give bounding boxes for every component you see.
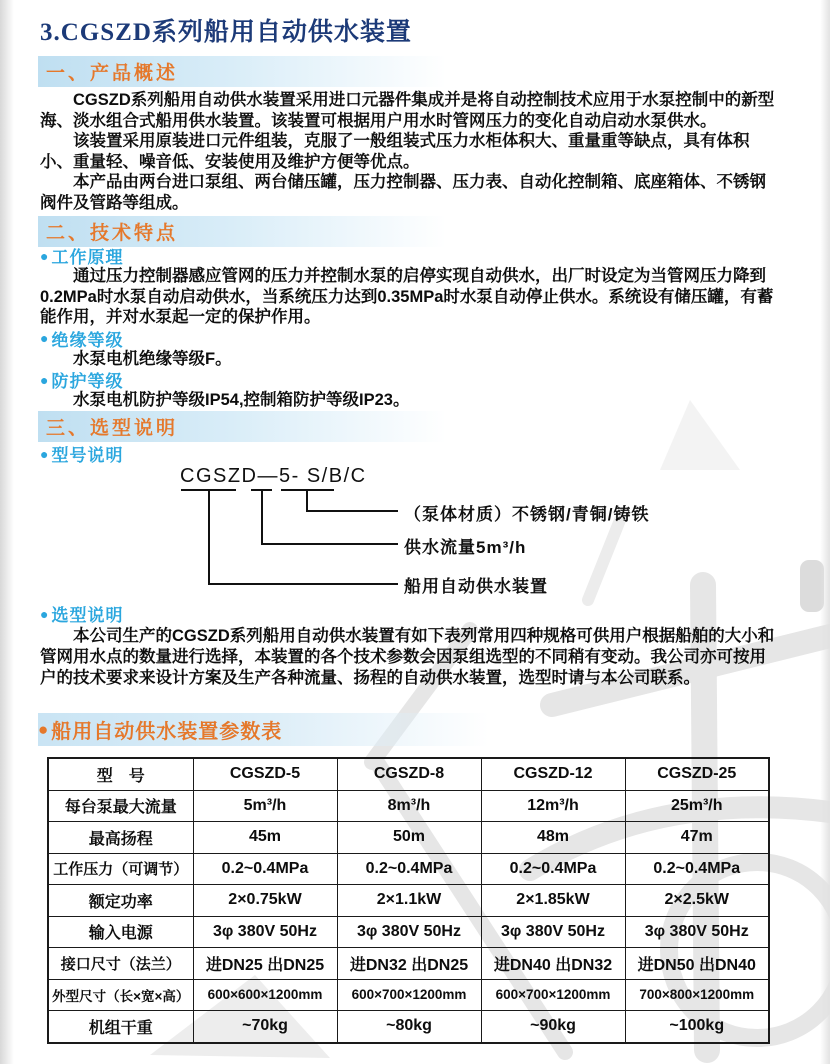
leader-line-series-horizontal [208, 583, 398, 585]
page-right-edge-shade [820, 0, 830, 1064]
bullet-dot-icon: ● [40, 247, 49, 264]
diagram-label-pump-material: （泵体材质）不锈钢/青铜/铸铁 [404, 505, 650, 524]
value-cell: 2×1.85kW [481, 885, 625, 917]
value-cell: 2×2.5kW [625, 885, 769, 917]
diagram-label-flow-rate: 供水流量5m³/h [404, 538, 527, 557]
bullet-label: 绝缘等级 [51, 330, 124, 350]
model-designation-code: CGSZD—5- S/B/C [180, 465, 367, 487]
table-row [48, 948, 769, 980]
bullet-protection-class [40, 369, 782, 390]
table-row [48, 822, 769, 854]
value-cell: 0.2~0.4MPa [193, 853, 337, 885]
section-heading-label: 一、产品概述 [46, 63, 179, 84]
insulation-class-text: 水泵电机绝缘等级F。 [73, 349, 232, 368]
bullet-selection-guide [40, 603, 782, 624]
value-cell: CGSZD-12 [481, 758, 625, 790]
value-cell: 25m³/h [625, 790, 769, 822]
page-left-edge-shade [0, 0, 14, 1064]
parameter-table-heading [38, 713, 508, 746]
value-cell: 5m³/h [193, 790, 337, 822]
row-label-cell: 型 号 [48, 758, 193, 790]
overview-paragraph: 该装置采用原装进口元件组装，克服了一般组装式压力水柜体积大、重量重等缺点，具有体积小、重量轻、噪音低、安装使用及维护方便等优点。 [40, 132, 750, 171]
value-cell: 3φ 380V 50Hz [625, 916, 769, 948]
overview-paragraph: CGSZD系列船用自动供水装置采用进口元器件集成并是将自动控制技术应用于水泵控制中的新型海、淡水组合式船用供水装置。该装置可根据用户用水时管网压力的变化自动启动水泵供水。 [40, 91, 775, 130]
value-cell: CGSZD-25 [625, 758, 769, 790]
value-cell: ~100kg [625, 1011, 769, 1043]
row-label-cell: 外型尺寸（长×宽×高） [48, 979, 193, 1011]
row-label-cell: 输入电源 [48, 916, 193, 948]
value-cell: 600×700×1200mm [481, 979, 625, 1011]
row-label-cell: 接口尺寸（法兰） [48, 948, 193, 980]
value-cell: ~80kg [337, 1011, 481, 1043]
bullet-dot-icon: ● [40, 605, 49, 622]
value-cell: ~90kg [481, 1011, 625, 1043]
value-cell: 2×0.75kW [193, 885, 337, 917]
value-cell: 进DN32 出DN25 [337, 948, 481, 980]
value-cell: 48m [481, 822, 625, 854]
bullet-label: 防护等级 [51, 372, 124, 392]
value-cell: 3φ 380V 50Hz [193, 916, 337, 948]
section-heading-label: 三、选型说明 [46, 418, 179, 439]
value-cell: 50m [337, 822, 481, 854]
value-cell: CGSZD-5 [193, 758, 337, 790]
bullet-insulation-class [40, 328, 782, 349]
section-heading-selection-guide [38, 411, 468, 442]
value-cell: 3φ 380V 50Hz [337, 916, 481, 948]
leader-line-flow-horizontal [261, 543, 398, 545]
bullet-dot-icon: ● [40, 330, 49, 347]
bullet-label: 工作原理 [51, 248, 124, 267]
leader-line-material-horizontal [306, 510, 398, 512]
parameter-table [47, 757, 770, 1044]
row-label-cell: 每台泵最大流量 [48, 790, 193, 822]
leader-line-flow-vertical [261, 489, 263, 545]
leader-line-material-vertical [306, 489, 308, 512]
value-cell: 700×800×1200mm [625, 979, 769, 1011]
section-heading-product-overview [38, 56, 468, 87]
bullet-label: 选型说明 [51, 606, 124, 625]
value-cell: 12m³/h [481, 790, 625, 822]
table-row [48, 885, 769, 917]
bullet-working-principle [40, 245, 782, 266]
table-row [48, 853, 769, 885]
row-label-cell: 工作压力（可调节） [48, 853, 193, 885]
product-overview-text [40, 90, 780, 214]
row-label-cell: 机组干重 [48, 1011, 193, 1043]
value-cell: 45m [193, 822, 337, 854]
value-cell: ~70kg [193, 1011, 337, 1043]
overview-paragraph: 本产品由两台进口泵组、两台储压罐，压力控制器、压力表、自动化控制箱、底座箱体、不锈钢阀件及管路等组成。 [40, 173, 766, 212]
row-label-cell: 额定功率 [48, 885, 193, 917]
value-cell: 8m³/h [337, 790, 481, 822]
leader-line-series-vertical [208, 489, 210, 585]
table-row [48, 916, 769, 948]
value-cell: 47m [625, 822, 769, 854]
value-cell: 3φ 380V 50Hz [481, 916, 625, 948]
bullet-dot-icon: ● [40, 445, 49, 462]
value-cell: 600×600×1200mm [193, 979, 337, 1011]
value-cell: 进DN40 出DN32 [481, 948, 625, 980]
value-cell: 进DN25 出DN25 [193, 948, 337, 980]
table-row [48, 979, 769, 1011]
working-principle-text: 通过压力控制器感应管网的压力并控制水泵的启停实现自动供水，出厂时设定为当管网压力降到0.2MPa时水泵自动启动供水，当系统压力达到0.35MPa时水泵自动停止供水。系统设有储压罐，有蓄能作用，并对水泵起一定的保护作用。 [40, 267, 774, 327]
protection-class-text: 水泵电机防护等级IP54,控制箱防护等级IP23。 [73, 391, 410, 410]
diagram-label-device-type: 船用自动供水装置 [404, 577, 548, 596]
value-cell: 2×1.1kW [337, 885, 481, 917]
parameter-table-heading-label: 船用自动供水装置参数表 [51, 721, 283, 743]
value-cell: 0.2~0.4MPa [481, 853, 625, 885]
selection-guide-text: 本公司生产的CGSZD系列船用自动供水装置有如下表列常用四种规格可供用户根据船舶的大小和管网用水点的数量进行选择，本装置的各个技术参数会因泵组选型的不同稍有变动。我公司亦可按用户的技术要求来设计方案及生产各种流量、扬程的自动供水装置，选型时请与本公司联系。 [40, 627, 775, 687]
bullet-label: 型号说明 [51, 446, 124, 465]
bullet-dot-icon: ● [40, 371, 49, 388]
page-title: 3.CGSZD系列船用自动供水装置 [40, 19, 412, 46]
row-label-cell: 最高扬程 [48, 822, 193, 854]
value-cell: 0.2~0.4MPa [625, 853, 769, 885]
table-row [48, 1011, 769, 1043]
parameter-table-body [48, 758, 769, 1043]
value-cell: 0.2~0.4MPa [337, 853, 481, 885]
value-cell: CGSZD-8 [337, 758, 481, 790]
table-row [48, 790, 769, 822]
value-cell: 进DN50 出DN40 [625, 948, 769, 980]
value-cell: 600×700×1200mm [337, 979, 481, 1011]
bullet-model-designation [40, 443, 123, 464]
section-heading-label: 二、技术特点 [46, 223, 179, 244]
selection-guide-block [40, 603, 782, 689]
technical-features-block [40, 245, 782, 411]
table-header-row [48, 758, 769, 790]
bullet-dot-icon: ● [38, 720, 49, 739]
